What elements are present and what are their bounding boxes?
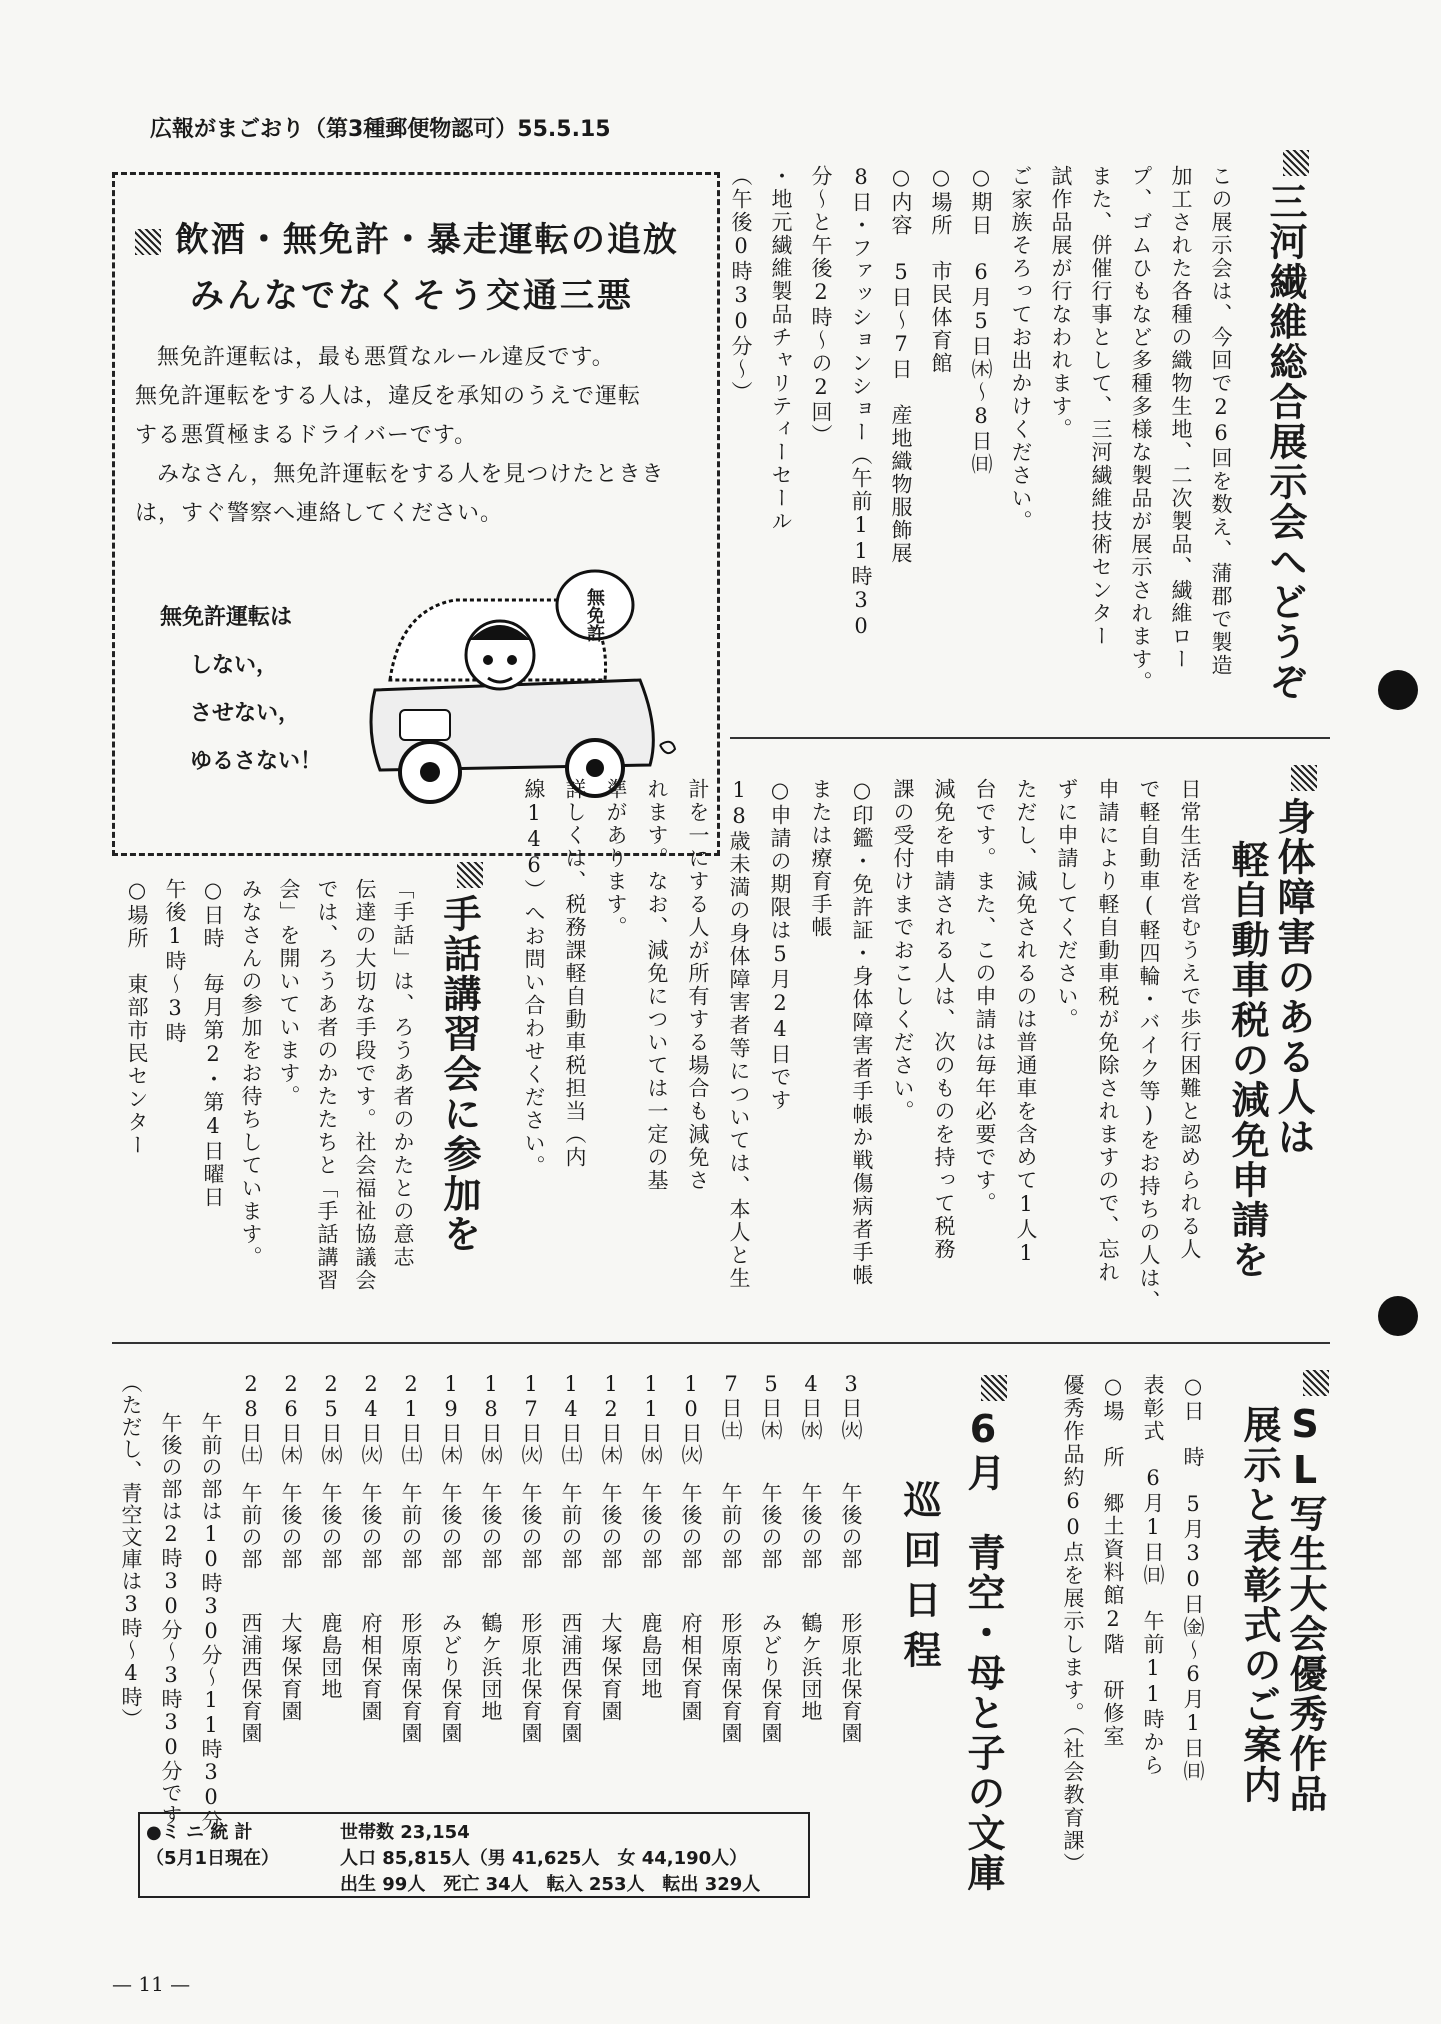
text-column: 伝達の大切な手段です。社会福祉協議会 [353,878,377,1292]
schedule-session: 午後の部 [519,1482,543,1570]
schedule-place: 西浦西保育園 [239,1612,263,1744]
mini-stats-population: 人口 85,815人（男 41,625人 女 44,190人） [340,1848,748,1869]
text-column: 準があります。 [604,778,628,939]
textile-title [1263,150,1309,702]
divider [112,1342,1330,1344]
mini-stats-households: 世帯数 23,154 [340,1822,470,1843]
text-column: ○申請の期限は5月24日です [768,778,792,1112]
signlang-title-text: 手話講習会に参加を [437,894,481,1254]
schedule-place: 形原北保育園 [519,1612,543,1744]
textile-title-text: 三河繊維総合展示会へどうぞ [1263,182,1307,702]
hatch-mark-icon [1283,150,1309,176]
text-column: 計を一にする人が所有する場合も減免さ [686,778,710,1192]
text-column: ・地元繊維製品チャリティーセール [769,165,793,533]
schedule-place: 形原南保育園 [399,1612,423,1744]
schedule-date: 17日㈫ [519,1372,543,1466]
schedule-session: 午後の部 [279,1482,303,1570]
divider [730,737,1330,739]
schedule-date: 24日㈫ [359,1372,383,1466]
bunko-title [961,1375,1007,1893]
schedule-place: 形原南保育園 [719,1612,743,1744]
bunko-subtitle: 巡回日程 [897,1480,941,1680]
schedule-place: 府相保育園 [679,1612,703,1722]
schedule-place: みどり保育園 [439,1612,463,1744]
text-column: ○内容 5日〜7日 産地織物服飾展 [889,165,913,565]
binding-hole [1378,1296,1418,1336]
schedule-date: 28日㈯ [239,1372,263,1466]
text-column: 台です。また、この申請は毎年必要です。 [973,778,997,1215]
text-column: 表彰式 6月1日㈰ 午前11時から [1141,1374,1165,1777]
text-column: 「手話」は、ろうあ者のかたとの意志 [391,878,415,1269]
text-column: ただし、減免されるのは普通車を含めて1人1 [1014,778,1038,1267]
schedule-date: 4日㈬ [799,1372,823,1441]
schedule-date: 7日㈯ [719,1372,743,1441]
hatch-mark-icon [1303,1370,1329,1396]
text-column: 18歳未満の身体障害者等については、本人と生 [727,778,751,1290]
slogan-line: させない， [190,701,301,726]
traffic-subtitle: みんなでなくそう交通三悪 [190,276,634,316]
traffic-body [135,338,695,533]
schedule-date: 12日㈭ [599,1372,623,1466]
mini-stats-date: （5月1日現在） [146,1848,280,1869]
text-column: ○日 時 5月30日㈮〜6月1日㈰ [1181,1374,1205,1783]
hatch-mark-icon [1291,765,1317,791]
mini-stats-box [138,1812,810,1898]
hatch-mark-icon [457,862,483,888]
text-column: また、併催行事として、三河繊維技術センター [1089,165,1113,648]
text-column: 午後1時〜3時 [163,878,187,1045]
sl-body [1062,1374,1222,1894]
schedule-date: 26日㈭ [279,1372,303,1466]
page-number: — 11 — [112,1972,191,1996]
sl-title-text: SL写生大会優秀作品 [1283,1402,1327,1814]
text-column: 加工された各種の織物生地、二次製品、繊維ロー [1169,165,1193,671]
schedule-session: 午後の部 [679,1482,703,1570]
text-column: （午後0時30分〜） [729,165,753,404]
schedule-session: 午後の部 [759,1482,783,1570]
schedule-session: 午後の部 [319,1482,343,1570]
binding-hole [1378,670,1418,710]
traffic-line: 無免許運転をする人は，違反を承知のうえで運転 [135,384,642,409]
traffic-line: みなさん，無免許運転をする人を見つけたときき [157,462,665,487]
text-column: プ、ゴムひもなど多種多様な製品が展示されます。 [1129,165,1153,694]
schedule-date: 14日㈯ [559,1372,583,1466]
schedule-session: 午後の部 [439,1482,463,1570]
schedule-place: 鹿島団地 [319,1612,343,1700]
text-column: 分〜と午後2時〜の2回） [809,165,833,447]
schedule-session: 午後の部 [839,1482,863,1570]
schedule-place: 府相保育園 [359,1612,383,1722]
schedule-place: 大塚保育園 [599,1612,623,1722]
text-column: 日常生活を営むうえで歩行困難と認められる人 [1178,778,1202,1261]
text-column: で軽自動車(軽四輪・バイク等)をお持ちの人は、 [1137,778,1161,1313]
schedule-session: 午後の部 [599,1482,623,1570]
text-column: では、ろうあ者のかたたちと「手話講習 [315,878,339,1292]
schedule-place: 鶴ケ浜団地 [799,1612,823,1722]
text-column: この展示会は、今回で26回を数え、蒲郡で製造 [1209,165,1233,677]
tax-title-text: 身体障害のある人は [1271,797,1315,1157]
text-column: れます。なお、減免については一定の基 [645,778,669,1192]
schedule-note: 午後の部は2時30分〜3時30分です [159,1412,183,1826]
text-column: または療育手帳 [809,778,833,939]
sign-text: 無免許 [584,588,605,642]
text-column: 優秀作品約60点を展示します。（社会教育課） [1061,1374,1085,1876]
text-column: ○日時 毎月第2・第4日曜日 [201,878,225,1209]
signlang-body [120,878,430,1328]
hatch-mark-icon [135,229,161,255]
schedule-session: 午前の部 [239,1482,263,1570]
text-column: ご家族そろってお出かけください。 [1009,165,1033,533]
schedule-date: 5日㈭ [759,1372,783,1441]
textile-body [720,165,1250,725]
text-column: ○場所 東部市民センター [125,878,149,1157]
schedule-place: 西浦西保育園 [559,1612,583,1744]
text-column: ○場 所 郷土資料館2階 研修室 [1101,1374,1125,1748]
schedule-place: 鹿島団地 [639,1612,663,1700]
schedule-date: 11日㈬ [639,1372,663,1466]
text-column: 試作品展が行なわれます。 [1049,165,1073,441]
text-column: 8日・ファッションショー（午前11時30 [849,165,873,640]
sl-title [1283,1370,1329,1814]
text-column: 申請により軽自動車税が免除されますので、忘れ [1096,778,1120,1284]
schedule-place: 鶴ケ浜団地 [479,1612,503,1722]
slogan-line: ゆるさない！ [190,749,323,774]
text-column: ○期日 6月5日㈭〜8日㈰ [969,165,993,476]
traffic-line: は，すぐ警察へ連絡してください。 [135,501,504,526]
schedule-place: 大塚保育園 [279,1612,303,1722]
text-column: 課の受付けまでおこしください。 [891,778,915,1123]
schedule-place: みどり保育園 [759,1612,783,1744]
schedule-date: 10日㈫ [679,1372,703,1466]
slogan-line: しない， [190,653,279,678]
signlang-title [437,862,483,1254]
schedule-date: 19日㈭ [439,1372,463,1466]
schedule-date: 18日㈬ [479,1372,503,1466]
schedule-note: （ただし、青空文庫は3時〜4時） [119,1372,143,1730]
text-column: ずに申請してください。 [1055,778,1079,1031]
schedule-place: 形原北保育園 [839,1612,863,1744]
traffic-slogan [160,594,322,786]
schedule-session: 午前の部 [559,1482,583,1570]
schedule-date: 3日㈫ [839,1372,863,1441]
mini-stats-label: ●ミ ニ 統 計 [146,1822,253,1843]
text-column: 会」を開いています。 [277,878,301,1108]
schedule-session: 午後の部 [639,1482,663,1570]
schedule-date: 21日㈯ [399,1372,423,1466]
schedule-session: 午後の部 [799,1482,823,1570]
sl-title-2: 展示と表彰式のご案内 [1237,1405,1281,1805]
slogan-line: 無免許運転は [160,605,293,630]
schedule-session: 午後の部 [479,1482,503,1570]
schedule-note: 午前の部は10時30分〜11時30分 [199,1412,223,1832]
bunko-title-text: 6月 青空・母と子の文庫 [961,1407,1005,1893]
traffic-line: 無免許運転は，最も悪質なルール違反です。 [157,345,615,370]
mini-stats-movement: 出生 99人 死亡 34人 転入 253人 転出 329人 [340,1874,761,1895]
schedule-date: 25日㈬ [319,1372,343,1466]
text-column: ○印鑑・免許証・身体障害者手帳か戦傷病者手帳 [850,778,874,1287]
schedule-session: 午前の部 [719,1482,743,1570]
text-column: ○場所 市民体育館 [929,165,953,375]
traffic-title-text: 飲酒・無免許・暴走運転の追放 [174,220,679,260]
tax-title-2: 軽自動車税の減免申請を [1225,840,1269,1280]
hatch-mark-icon [981,1375,1007,1401]
text-column: 線146）へお問い合わせください。 [522,778,546,1178]
tax-body [520,778,1220,1318]
schedule-session: 午前の部 [399,1482,423,1570]
page-header: 広報がまごおり（第3種郵便物認可）55.5.15 [150,117,611,142]
text-column: 減免を申請される人は、次のものを持って税務 [932,778,956,1261]
traffic-title [135,212,679,261]
tax-title [1271,765,1317,1157]
text-column: 詳しくは、税務課軽自動車税担当（内 [563,778,587,1169]
traffic-line: する悪質極まるドライバーです。 [135,423,478,448]
schedule-session: 午後の部 [359,1482,383,1570]
text-column: みなさんの参加をお待ちしています。 [239,878,263,1269]
